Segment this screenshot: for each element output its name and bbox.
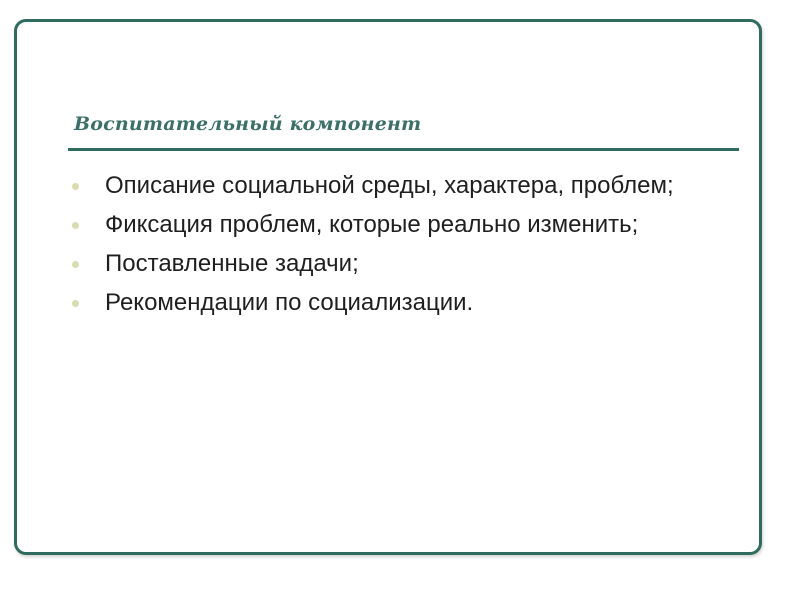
bullet-list bbox=[72, 170, 712, 326]
list-item bbox=[72, 248, 712, 279]
list-item bbox=[72, 287, 712, 318]
bullet-icon bbox=[72, 261, 79, 268]
bullet-text: Фиксация проблем, которые реально изменить; bbox=[105, 211, 639, 238]
bullet-text: Поставленные задачи; bbox=[105, 250, 359, 277]
bullet-text: Описание социальной среды, характера, проблем; bbox=[105, 172, 674, 199]
list-item bbox=[72, 209, 712, 240]
list-item bbox=[72, 170, 712, 201]
title-divider bbox=[68, 148, 739, 151]
slide-title: Воспитательный компонент bbox=[74, 113, 422, 135]
bullet-icon bbox=[72, 300, 79, 307]
bullet-text: Рекомендации по социализации. bbox=[105, 289, 474, 316]
bullet-icon bbox=[72, 222, 79, 229]
bullet-icon bbox=[72, 183, 79, 190]
